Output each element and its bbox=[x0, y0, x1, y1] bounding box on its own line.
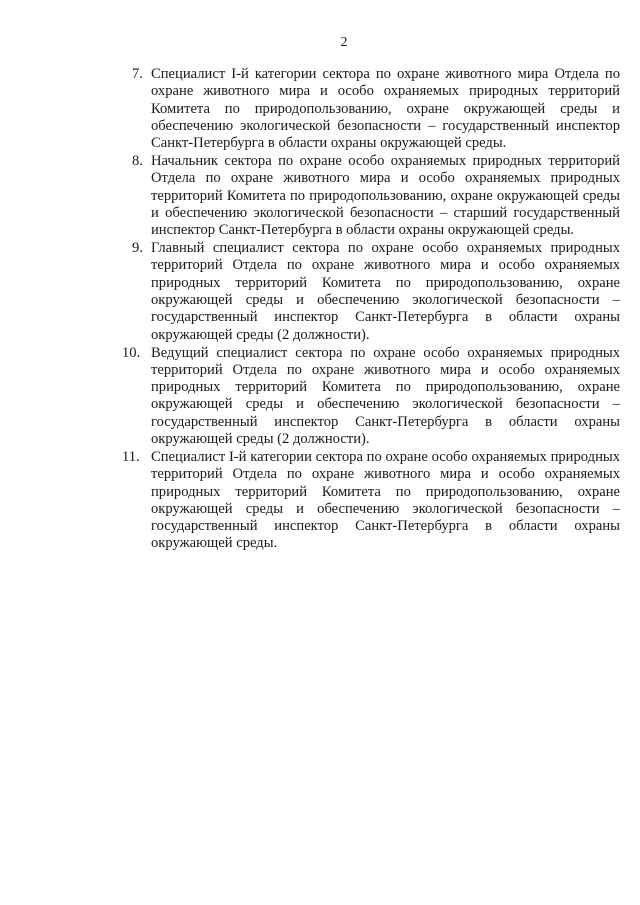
item-text: Специалист I-й категории сектора по охране особо охраняемых природных территорий Отдела по охране животного мира и особо охраняемых природных территорий Комитета по природопользованию, охране окружающей среды и обеспечению экологической безопасности – государственный инспектор Санкт-Петербурга в области охраны окружающей среды. bbox=[151, 448, 620, 552]
item-number: 9. bbox=[132, 240, 143, 257]
list-item bbox=[122, 66, 620, 152]
list-item bbox=[122, 153, 620, 239]
positions-list bbox=[122, 66, 620, 553]
item-number: 7. bbox=[132, 66, 143, 82]
item-text: Ведущий специалист сектора по охране особо охраняемых природных территорий Отдела по охране животного мира и особо охраняемых природных территорий Комитета по природопользованию, охране окружающей среды и обеспечению экологической безопасности – государственный инспектор Санкт-Петербурга в области охраны окружающей среды (2 должности). bbox=[151, 344, 620, 448]
list-item bbox=[122, 449, 620, 553]
item-number: 11. bbox=[122, 448, 140, 465]
item-text: Начальник сектора по охране особо охраняемых природных территорий Отдела по охране животного мира и особо охраняемых природных территорий Комитета по природопользованию, охране окружающей среды и обеспечению экологической безопасности – старший государственный инспектор Санкт-Петербурга в области охраны окружающей среды. bbox=[151, 153, 620, 239]
list-item bbox=[122, 240, 620, 344]
item-text: Главный специалист сектора по охране особо охраняемых природных территорий Отдела по охране животного мира и особо охраняемых природных территорий Комитета по природопользованию, охране окружающей среды и обеспечению экологической безопасности – государственный инспектор Санкт-Петербурга в области охраны окружающей среды (2 должности). bbox=[151, 240, 620, 343]
list-item bbox=[122, 345, 620, 449]
item-text: Специалист I-й категории сектора по охране животного мира Отдела по охране животного мира и особо охраняемых природных территорий Комитета по природопользованию, охране окружающей среды и обеспечению экологической безопасности – государственный инспектор Санкт-Петербурга в области охраны окружающей среды. bbox=[151, 66, 620, 152]
page-number: 2 bbox=[340, 35, 348, 50]
item-number: 8. bbox=[132, 153, 143, 170]
item-number: 10. bbox=[122, 344, 141, 361]
